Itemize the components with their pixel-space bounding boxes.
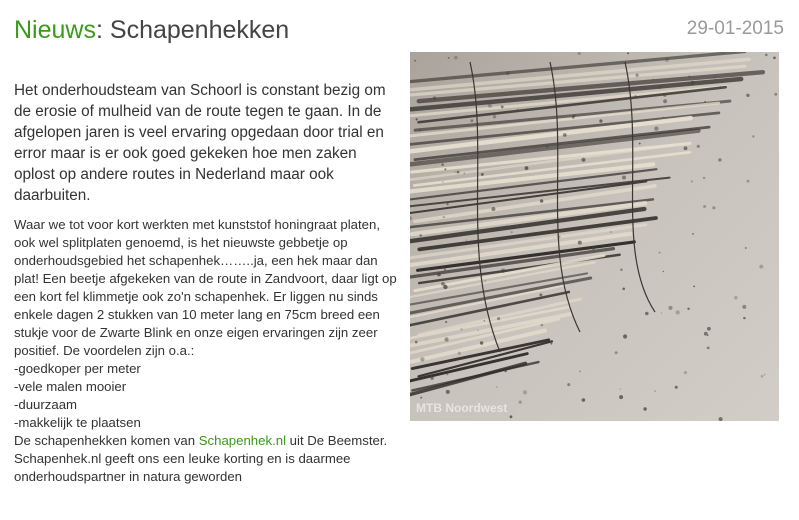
sand-speck	[610, 231, 612, 233]
title-text: Schapenhekken	[109, 16, 290, 44]
sand-speck	[484, 320, 486, 322]
sand-speck	[444, 168, 446, 170]
sheep-fence-illustration	[410, 52, 779, 421]
sand-speck	[443, 216, 445, 218]
sand-speck	[491, 207, 495, 211]
sand-speck	[691, 81, 695, 85]
sand-speck	[548, 106, 550, 108]
sand-speck	[764, 374, 766, 376]
sand-speck	[582, 398, 586, 402]
sand-speck	[689, 128, 691, 130]
article-source	[14, 432, 397, 486]
sand-speck	[525, 166, 529, 170]
sand-speck	[511, 231, 513, 233]
sand-speck	[707, 347, 710, 350]
sand-speck	[639, 143, 641, 145]
sand-speck	[445, 337, 449, 341]
article-body: Waar we tot voor kort werkten met kunststof honingraat platen, ook wel splitplaten genoemd, is het nieuwste gebbetje op onderhoudsgebied het schapenhek……..ja, een hek maar dan plat! Een beetje afgekeken van de route in Zandvoort, daar ligt op een kort fel klimmetje ook zo'n schapenhek. Er liggen nu sinds enkele dagen 2 stukken van 10 meter lang en 75cm breed een stukje voor de Zwarte Blink en onze eigen ervaringen zijn zeer positief. De voordelen zijn o.a.:	[14, 217, 397, 358]
sand-speck	[420, 357, 424, 361]
sand-speck	[442, 181, 443, 182]
sand-speck	[654, 126, 658, 130]
source-text-before: De schapenhekken komen van	[14, 433, 199, 448]
sand-speck	[675, 386, 678, 389]
sand-speck	[636, 74, 639, 77]
sand-speck	[599, 119, 602, 122]
article-header	[14, 14, 784, 50]
sand-speck	[635, 95, 637, 97]
sand-speck	[663, 271, 664, 272]
sand-speck	[622, 288, 625, 291]
sand-speck	[493, 115, 496, 118]
sand-speck	[693, 286, 695, 288]
sand-speck	[620, 269, 622, 271]
sand-speck	[541, 324, 544, 327]
benefits-list	[14, 360, 397, 432]
sand-speck	[663, 93, 667, 97]
sand-speck	[448, 57, 450, 59]
sand-speck	[517, 109, 519, 111]
sand-speck	[519, 401, 522, 404]
sand-speck	[557, 235, 560, 238]
sand-speck	[688, 75, 690, 77]
sand-speck	[478, 330, 479, 331]
sand-speck	[441, 282, 445, 286]
sand-speck	[742, 305, 746, 309]
benefit-item: -duurzaam	[14, 397, 78, 412]
sand-speck	[447, 203, 449, 205]
sand-speck	[773, 57, 776, 60]
sand-speck	[691, 180, 693, 182]
sand-speck	[761, 375, 764, 378]
sand-speck	[446, 390, 450, 394]
sand-speck	[697, 145, 700, 148]
sand-speck	[454, 172, 455, 173]
sand-speck	[437, 273, 441, 277]
sand-speck	[441, 163, 444, 166]
article-intro: Het onderhoudsteam van Schoorl is constant bezig om de erosie of mulheid van de route tegen te gaan. In de afgelopen jaren is veel ervaring opgedaan door trial en error maar is er ook goed gekeken hoe men zaken oplost op andere routes in Nederland maar ook daarbuiten.	[14, 82, 386, 204]
sand-speck	[592, 247, 595, 250]
sand-speck	[707, 327, 711, 331]
sand-speck	[480, 341, 483, 344]
sand-speck	[497, 317, 500, 320]
sand-speck	[496, 386, 497, 387]
sand-speck	[718, 158, 721, 161]
article-photo	[410, 52, 779, 421]
benefit-item: -goedkoper per meter	[14, 361, 141, 376]
sand-speck	[550, 341, 553, 344]
title-category: Nieuws	[14, 16, 96, 44]
sand-speck	[416, 118, 418, 120]
sand-speck	[510, 415, 513, 418]
sand-speck	[458, 352, 461, 355]
title-separator: :	[95, 16, 103, 44]
sand-speck	[663, 117, 664, 118]
sand-speck	[620, 389, 621, 390]
sand-speck	[668, 306, 672, 310]
sand-speck	[481, 173, 484, 176]
sand-speck	[457, 171, 460, 174]
sand-speck	[601, 140, 602, 141]
sand-speck	[540, 199, 543, 202]
sand-speck	[734, 296, 737, 299]
sand-speck	[684, 146, 688, 150]
sand-speck	[445, 321, 447, 323]
page-title	[14, 14, 289, 46]
sand-speck	[747, 180, 750, 183]
sand-speck	[454, 56, 458, 60]
benefit-item: -vele malen mooier	[14, 379, 127, 394]
sand-speck	[506, 71, 510, 75]
article-content	[14, 80, 397, 486]
sand-speck	[643, 407, 646, 410]
sand-speck	[420, 397, 422, 399]
sand-speck	[684, 371, 687, 374]
sand-speck	[460, 328, 462, 330]
sand-speck	[653, 79, 654, 80]
sand-speck	[765, 54, 768, 57]
sand-speck	[444, 234, 445, 235]
sand-speck	[712, 206, 715, 209]
sand-speck	[523, 390, 527, 394]
sand-speck	[414, 60, 416, 62]
sand-speck	[663, 99, 667, 103]
sand-speck	[567, 383, 570, 386]
sand-speck	[645, 312, 649, 316]
sand-speck	[452, 117, 454, 119]
sand-speck	[546, 145, 549, 148]
sand-speck	[504, 369, 507, 372]
sand-speck	[623, 334, 627, 338]
sand-speck	[619, 395, 623, 399]
sand-speck	[707, 334, 709, 336]
sand-speck	[501, 269, 505, 273]
sand-speck	[659, 252, 661, 254]
sand-speck	[501, 106, 504, 109]
sand-speck	[704, 101, 706, 103]
sand-speck	[658, 85, 662, 89]
sand-speck	[615, 351, 618, 354]
sand-speck	[692, 233, 694, 235]
sand-speck	[676, 310, 680, 314]
article-date: 29-01-2015	[686, 18, 784, 39]
sand-speck	[687, 308, 689, 310]
sand-speck	[703, 205, 706, 208]
sand-speck	[488, 104, 492, 108]
sand-speck	[743, 317, 745, 319]
sand-speck	[703, 177, 705, 179]
sand-speck	[578, 241, 582, 245]
sand-speck	[622, 176, 626, 180]
sand-speck	[591, 86, 592, 87]
sand-speck	[746, 94, 749, 97]
sand-speck	[654, 390, 656, 392]
sand-speck	[415, 341, 418, 344]
sand-speck	[433, 97, 436, 100]
sand-speck	[420, 276, 422, 278]
sand-speck	[745, 247, 747, 249]
sand-speck	[752, 135, 754, 137]
sand-speck	[471, 119, 474, 122]
sand-speck	[499, 113, 501, 115]
sand-speck	[464, 173, 466, 175]
sand-speck	[579, 371, 581, 373]
sand-speck	[572, 116, 575, 119]
sand-speck	[419, 234, 422, 237]
sand-speck	[774, 93, 777, 96]
sand-speck	[444, 268, 446, 270]
sand-speck	[539, 293, 542, 296]
source-text-after: uit De Beemster. Schapenhek.nl geeft ons een leuke korting en is daarmee onderhoudspartner in natura geworden	[14, 433, 388, 484]
sand-speck	[759, 265, 763, 269]
sand-speck	[719, 417, 723, 421]
sand-speck	[714, 76, 717, 79]
sand-speck	[466, 240, 467, 241]
sand-speck	[484, 280, 486, 282]
sand-speck	[661, 312, 662, 313]
sand-speck	[720, 86, 722, 88]
sand-speck	[446, 373, 448, 375]
sand-speck	[665, 58, 669, 62]
sand-speck	[627, 52, 629, 54]
sand-speck	[581, 158, 585, 162]
photo-watermark: MTB Noordwest	[416, 401, 508, 415]
sand-speck	[419, 129, 421, 131]
benefit-item: -makkelijk te plaatsen	[14, 415, 141, 430]
sand-speck	[563, 133, 567, 137]
schapenhek-link[interactable]: Schapenhek.nl	[198, 433, 287, 448]
sand-speck	[430, 376, 433, 379]
